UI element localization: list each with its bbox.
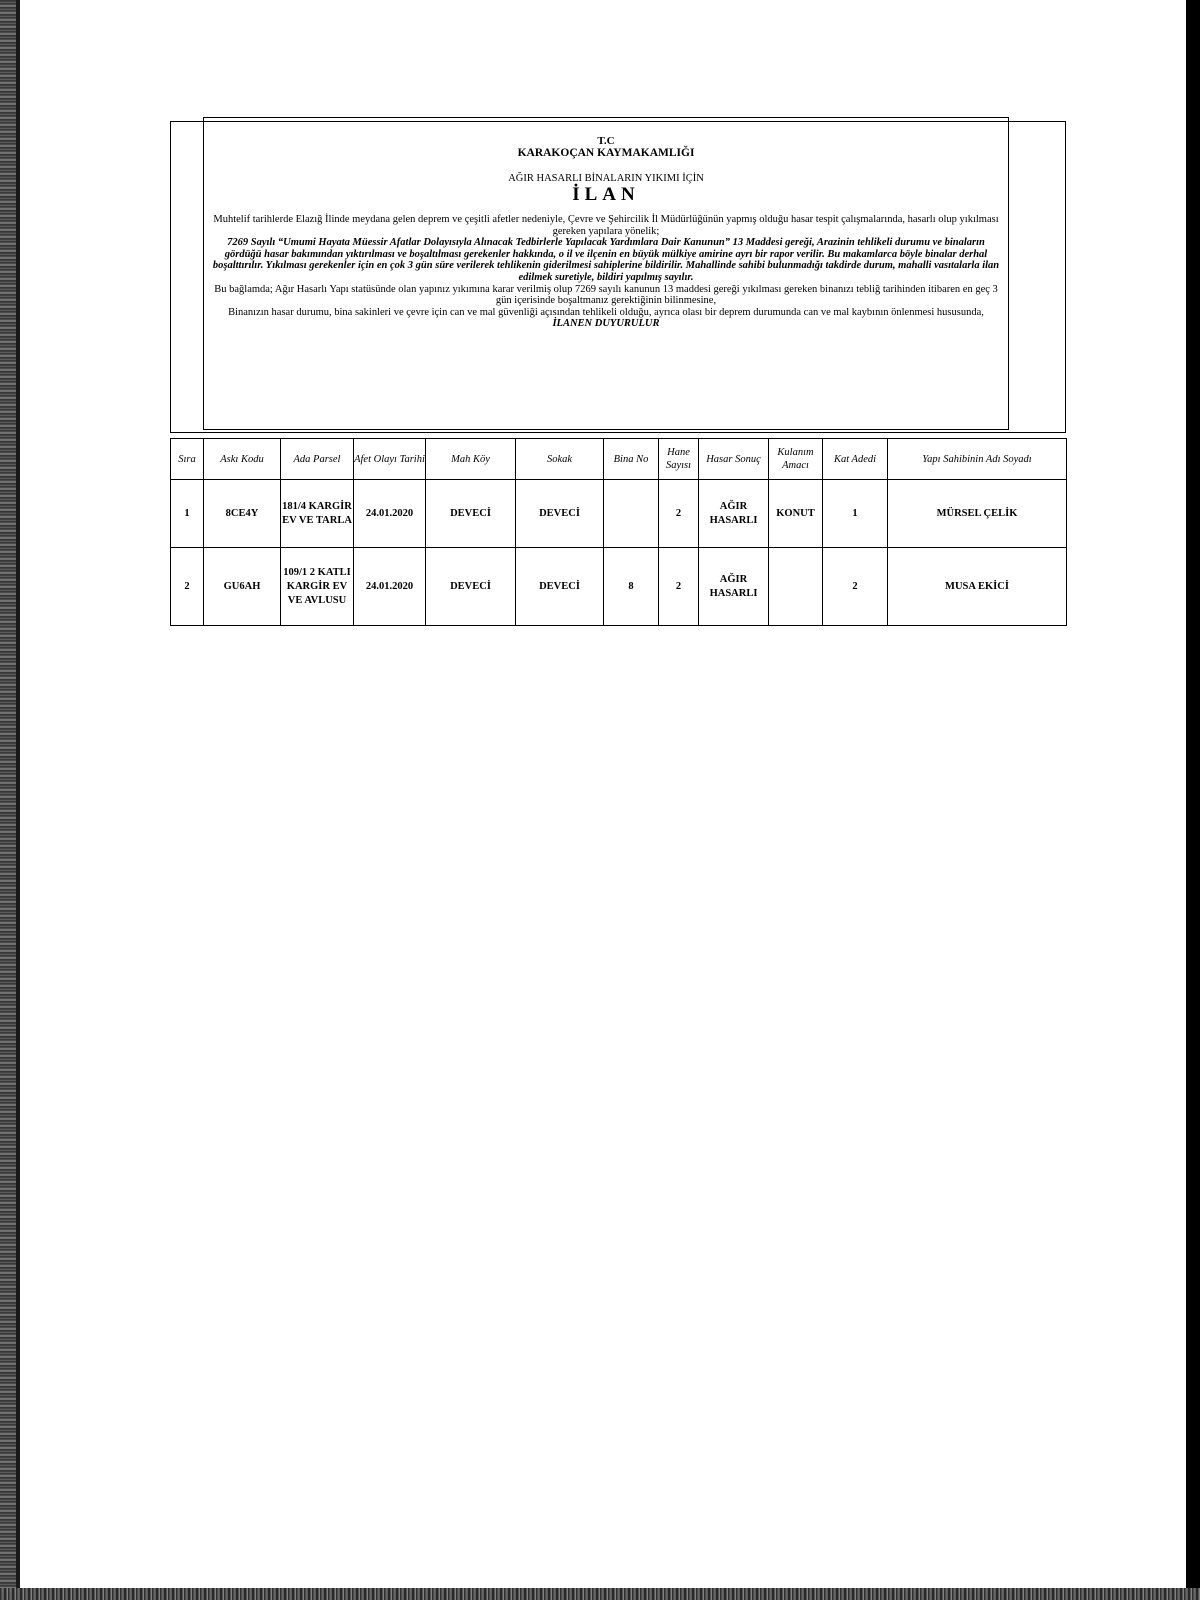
cell-aski-kodu: GU6AH [204, 548, 281, 626]
scan-edge-left-border [16, 0, 20, 1600]
law-number: 7269 [227, 237, 251, 249]
notice-paragraph-1: Muhtelif tarihlerde Elazığ İlinde meydana gelen deprem ve çeşitli afetler nedeniyle, Çevre ve Şehircilik İl Müdürlüğünün yapmış olduğu hasar tespit çalışmalarında, hasarlı olup yıkılması gereken yapılara yönelik; [213, 214, 999, 237]
cell-bina-no: 8 [604, 548, 659, 626]
cell-sahip: MÜRSEL ÇELİK [888, 480, 1067, 548]
notice-subtitle: AĞIR HASARLI BİNALARIN YIKIMI İÇİN [508, 173, 704, 184]
cell-kullanim-amaci [769, 548, 823, 626]
cell-aski-kodu: 8CE4Y [204, 480, 281, 548]
buildings-table [170, 438, 1067, 626]
scan-edge-left [0, 0, 16, 1600]
col-header-sokak: Sokak [516, 439, 604, 480]
notice-box [203, 117, 1009, 430]
scan-edge-right [1186, 0, 1200, 1600]
col-header-kullanim-amaci: Kulanım Amacı [769, 439, 823, 480]
header-office: KARAKOÇAN KAYMAKAMLIĞI [517, 147, 695, 159]
notice-paragraph-2 [210, 237, 1002, 283]
col-header-ada-parsel: Ada Parsel [281, 439, 354, 480]
cell-hasar-sonuc: AĞIR HASARLI [699, 548, 769, 626]
header-tc: T.C [597, 135, 615, 147]
cell-hasar-sonuc: AĞIR HASARLI [699, 480, 769, 548]
cell-sokak: DEVECİ [516, 548, 604, 626]
cell-hane-sayisi: 2 [659, 548, 699, 626]
cell-mah-koy: DEVECİ [426, 480, 516, 548]
cell-sira: 2 [171, 548, 204, 626]
col-header-sahip: Yapı Sahibinin Adı Soyadı [888, 439, 1067, 480]
cell-hane-sayisi: 2 [659, 480, 699, 548]
scan-edge-bottom [0, 1588, 1200, 1600]
col-header-kat-adedi: Kat Adedi [823, 439, 888, 480]
col-header-bina-no: Bina No [604, 439, 659, 480]
col-header-mah-koy: Mah Köy [426, 439, 516, 480]
notice-paragraph-4: Binanızın hasar durumu, bina sakinleri ve çevre için can ve mal güvenliği açısından tehlikeli olduğu, ayrıca olası bir deprem durumunda can ve mal kaybının önlenmesi hususunda, [228, 306, 984, 318]
table-row [171, 480, 1067, 548]
col-header-afet-tarihi: Afet Olayı Tarihi [354, 439, 426, 480]
notice-heading: İLAN [572, 184, 640, 205]
table-row [171, 548, 1067, 626]
notice-paragraph-3: Bu bağlamda; Ağır Hasarlı Yapı statüsünde olan yapınız yıkımına karar verilmiş olup 7269 sayılı kanunun 13 maddesi gereği yıkılması gereken binanızı tebliğ tarihinden itibaren en geç 3 gün içerisinde boşaltmanız gerektiğinin bilinmesine, [214, 283, 998, 307]
col-header-hane-sayisi: Hane Sayısı [659, 439, 699, 480]
notice-closing: İLANEN DUYURULUR [552, 318, 660, 330]
cell-mah-koy: DEVECİ [426, 548, 516, 626]
cell-sokak: DEVECİ [516, 480, 604, 548]
cell-ada-parsel: 109/1 2 KATLI KARGİR EV VE AVLUSU [281, 548, 354, 626]
cell-bina-no [604, 480, 659, 548]
cell-kat-adedi: 2 [823, 548, 888, 626]
law-text: Sayılı “Umumi Hayata Müessir Afatlar Dolayısıyla Alınacak Tedbirlerle Yapılacak Yardımlara Dair Kanunun” 13 Maddesi gereği, Arazinin tehlikeli durumu ve binaların gördüğü hasar bakımından yıktırılması ve boşaltılması gerekenler hakkında, o il ve ilçenin en büyük mülkiye amirine ayrı bir rapor verilir. Bu makamlarca böyle binalar derhal boşalttırılır. Yıkılması gerekenler için en çok 3 gün süre verilerek tehlikenin giderilmesi sahiplerine bildirilir. Mahallinde sahibi bulunmadığı takdirde durum, mahalli vasıtalarla ilan edilmek suretiyle, bildiri yapılmış sayılır. [212, 237, 1000, 283]
cell-afet-tarihi: 24.01.2020 [354, 480, 426, 548]
cell-sahip: MUSA EKİCİ [888, 548, 1067, 626]
cell-sira: 1 [171, 480, 204, 548]
cell-ada-parsel: 181/4 KARGİR EV VE TARLA [281, 480, 354, 548]
col-header-aski-kodu: Askı Kodu [204, 439, 281, 480]
col-header-hasar-sonuc: Hasar Sonuç [699, 439, 769, 480]
table-header-row [171, 439, 1067, 480]
cell-kullanim-amaci: KONUT [769, 480, 823, 548]
cell-kat-adedi: 1 [823, 480, 888, 548]
cell-afet-tarihi: 24.01.2020 [354, 548, 426, 626]
col-header-sira: Sıra [171, 439, 204, 480]
